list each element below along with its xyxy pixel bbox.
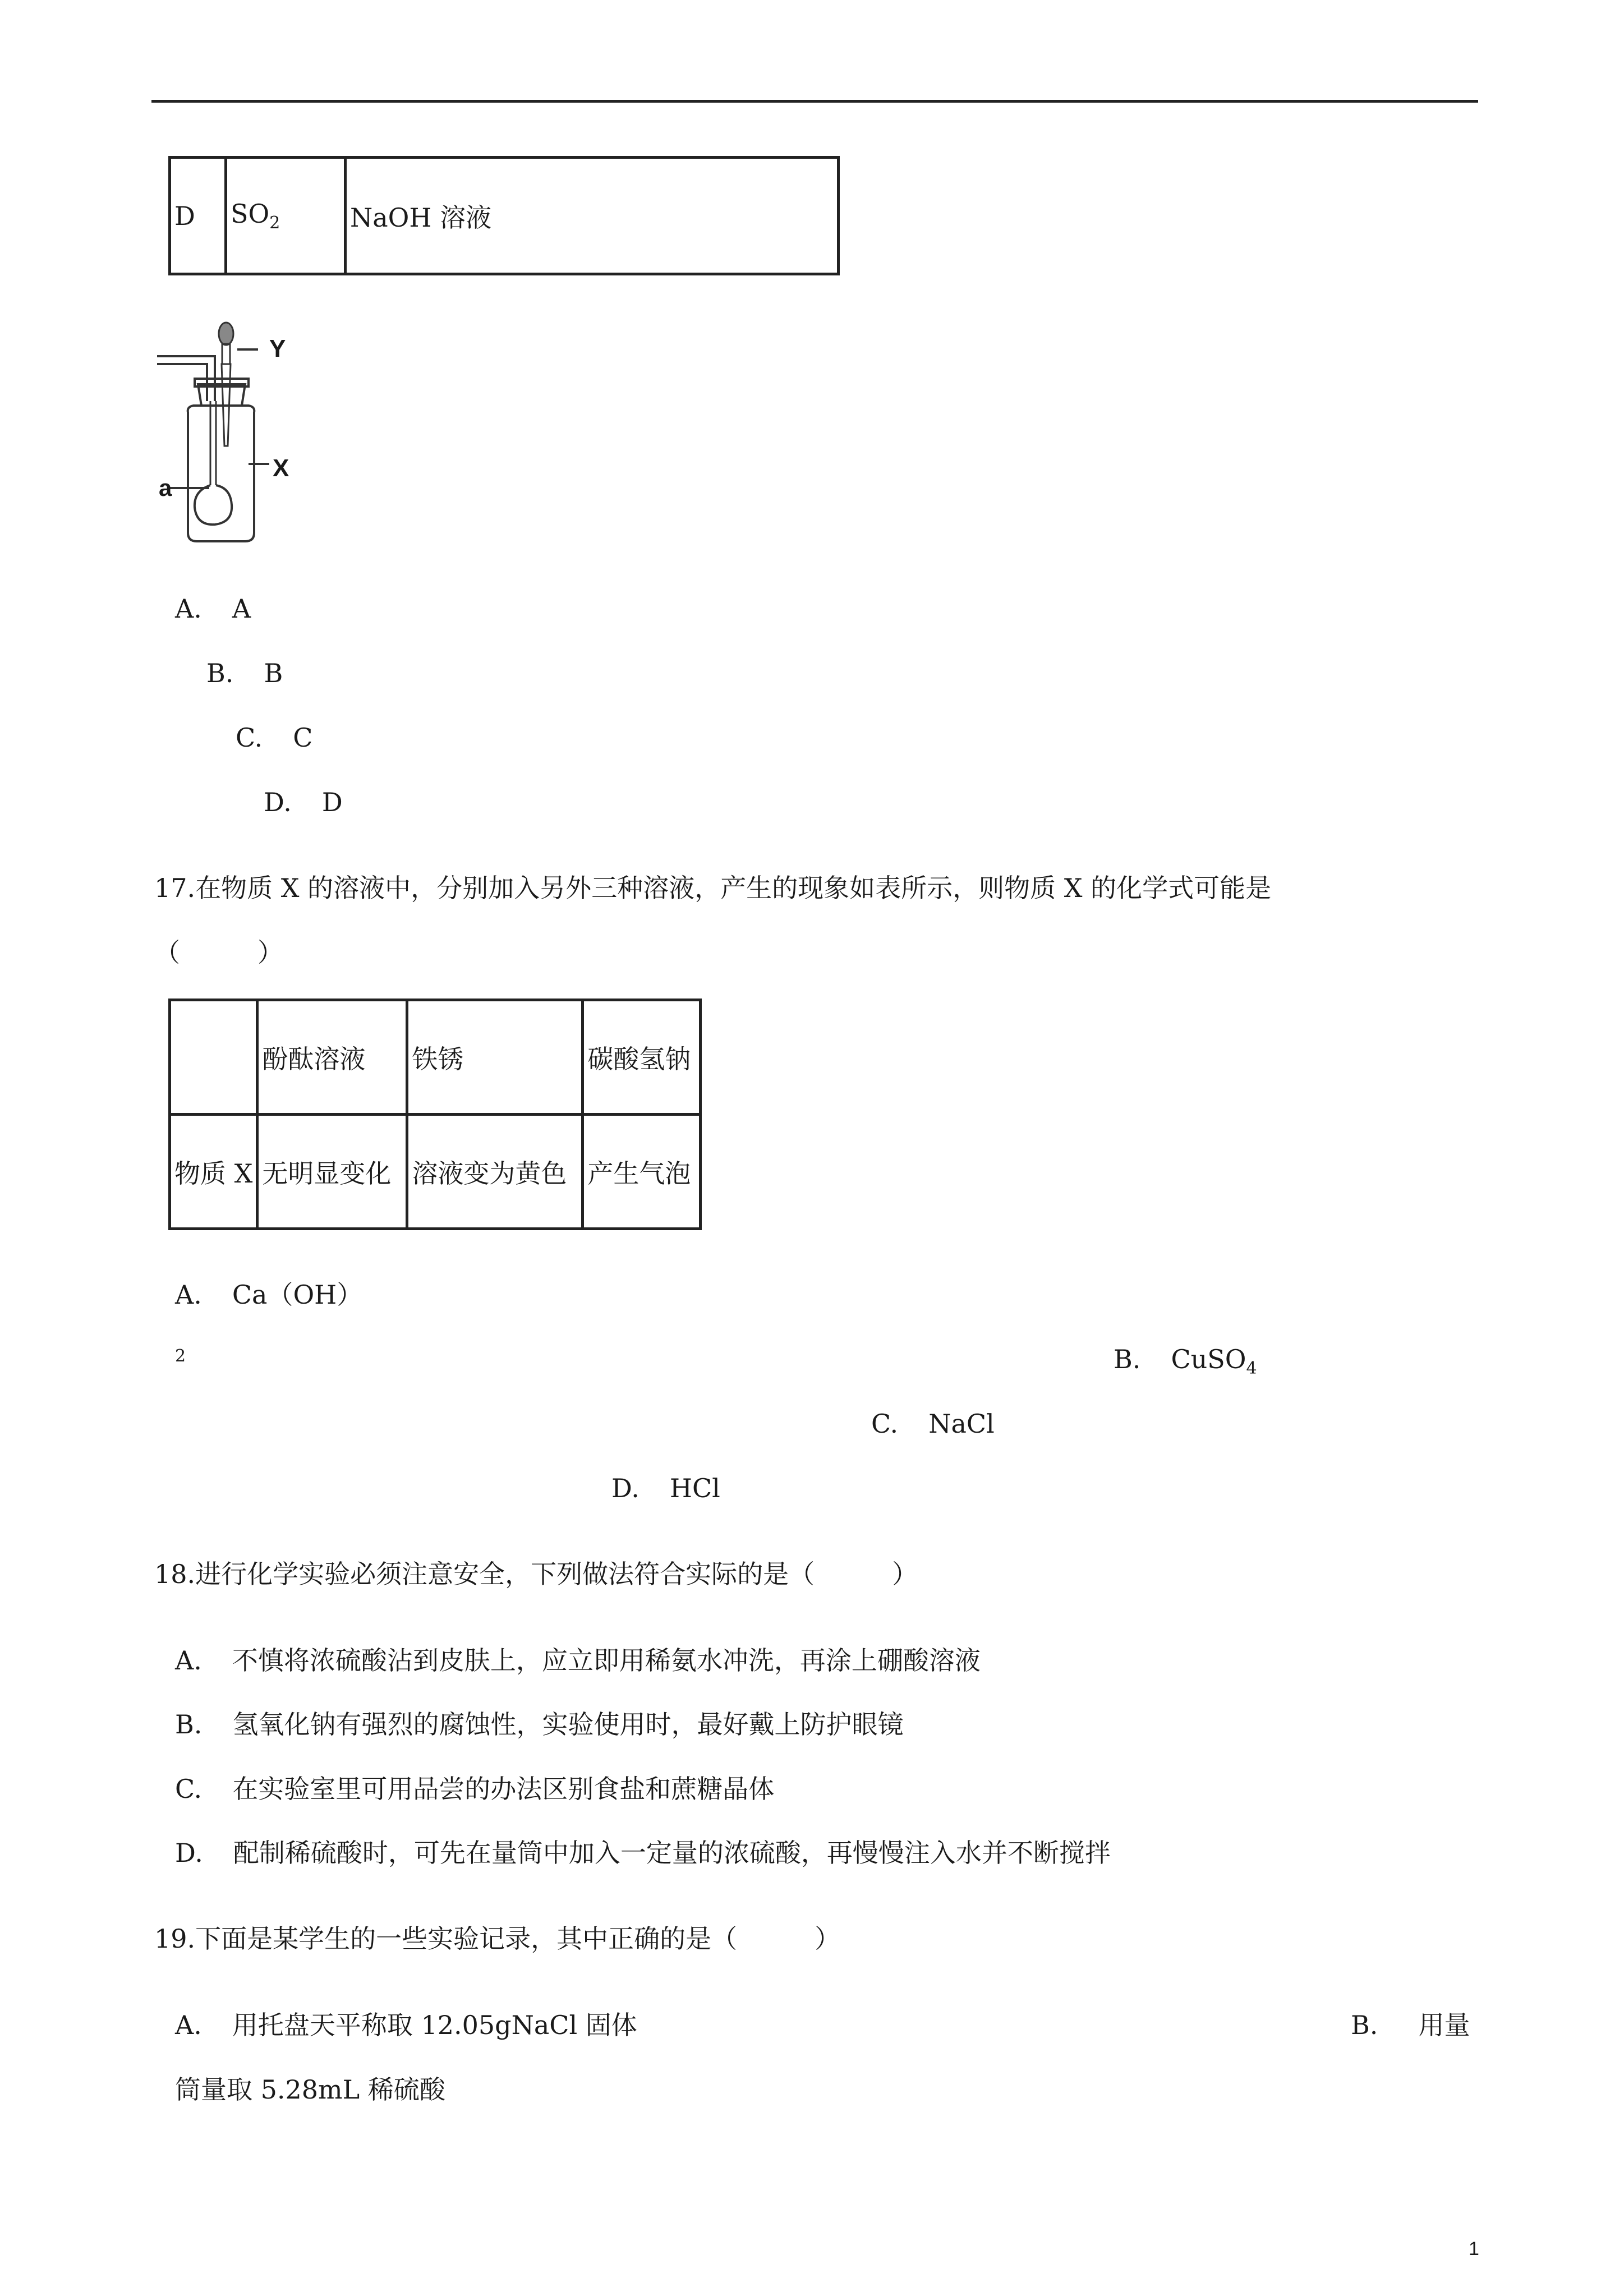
q19-option-a: A. 用托盘天平称取 12.05gNaCl 固体	[175, 2010, 637, 2040]
q18-option-a: A. 不慎将浓硫酸沾到皮肤上，应立即用稀氨水冲洗，再涂上硼酸溶液	[175, 1645, 981, 1676]
q17-option-c: C. NaCl	[871, 1409, 995, 1439]
q16-option-a: A. A	[175, 593, 251, 624]
q19-option-b-continued: 筒量取 5.28mL 稀硫酸	[175, 2074, 445, 2105]
q18-stem: 18.进行化学实验必须注意安全，下列做法符合实际的是（ ）	[154, 1559, 918, 1589]
q17-stem: 17.在物质 X 的溶液中，分别加入另外三种溶液，产生的现象如表所示，则物质 X 的化学式可能是	[154, 873, 1272, 903]
gas-cell: $SO_2$	[226, 158, 346, 274]
q17-option-a: A. Ca（OH）	[175, 1280, 363, 1310]
q16-option-b: B. B	[206, 658, 283, 688]
page-number: 1	[1469, 2238, 1479, 2260]
reagent-table-row-d	[168, 156, 840, 275]
label-y: Y	[269, 335, 286, 362]
label-x: X	[273, 454, 289, 482]
q19-stem: 19.下面是某学生的一些实验记录，其中正确的是（ ）	[154, 1924, 841, 1954]
table-cell: 无明显变化	[257, 1115, 407, 1229]
q18-option-b: B. 氢氧化钠有强烈的腐蚀性，实验使用时，最好戴上防护眼镜	[175, 1709, 904, 1740]
q17-option-b: B. CuSO$_4$	[1114, 1344, 1257, 1378]
q19-option-b: B. 用量	[1351, 2010, 1470, 2040]
q16-option-d: D. D	[264, 787, 343, 817]
table-cell: 溶液变为黄色	[407, 1115, 583, 1229]
q18-option-c: C. 在实验室里可用品尝的办法区别食盐和蔗糖晶体	[175, 1774, 775, 1804]
table-cell: 产生气泡	[583, 1115, 701, 1229]
q17-reaction-table	[168, 999, 702, 1230]
row-letter: D	[170, 158, 226, 274]
q16-option-c: C. C	[236, 723, 313, 753]
table-header-cell: 酚酞溶液	[257, 1000, 407, 1115]
q17-option-d: D. HCl	[611, 1473, 720, 1503]
q18-option-d: D. 配制稀硫酸时，可先在量筒中加入一定量的浓硫酸，再慢慢注入水并不断搅拌	[175, 1838, 1111, 1868]
table-header-cell	[170, 1000, 257, 1115]
table-cell: 物质 X	[170, 1115, 257, 1229]
table-header-cell: 铁锈	[407, 1000, 583, 1115]
label-a: a	[159, 475, 172, 501]
reagent-cell: NaOH 溶液	[346, 158, 839, 274]
q17-answer-paren: （ ）	[154, 937, 283, 968]
q17-option-a-subscript: 2	[175, 1346, 186, 1366]
header-rule	[151, 100, 1478, 103]
table-header-cell: 碳酸氢钠	[583, 1000, 701, 1115]
